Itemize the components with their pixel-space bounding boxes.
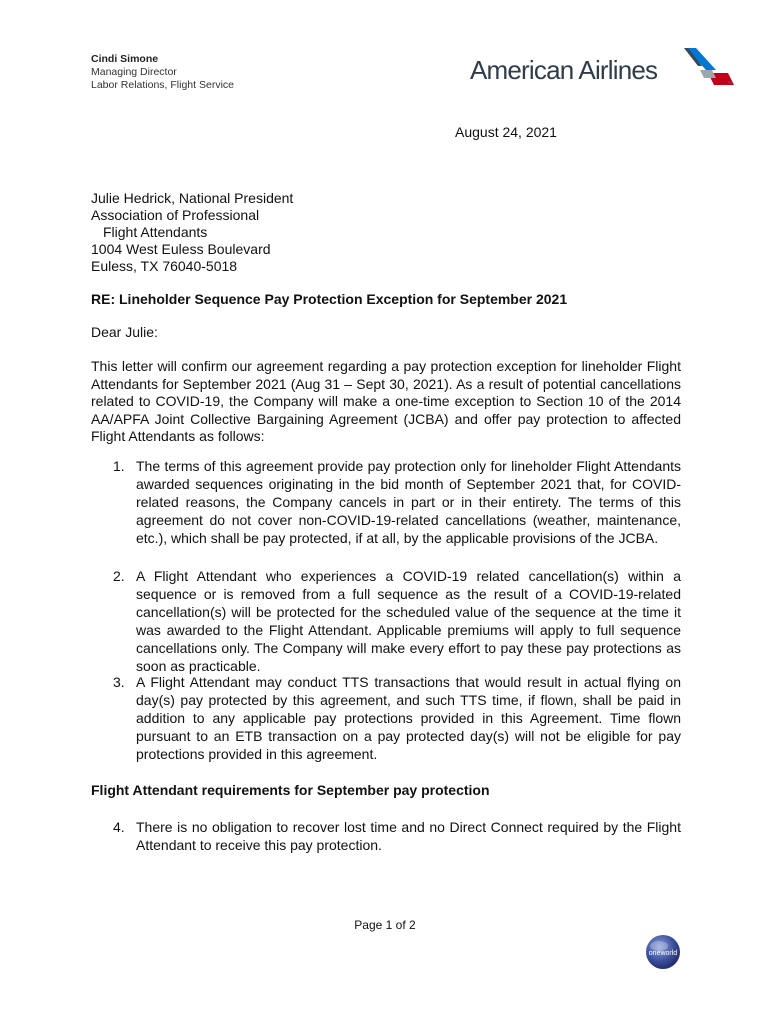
list-item-text: A Flight Attendant who experiences a COVID-19 related cancellation(s) within a sequence or is removed from a full sequence as the result of a COVID-19-related cancellation(s) will be protected for the scheduled value of the sequence at the time it was awarded to the Flight Attendant. Applicable premiums will apply to full sequence cancellations only. The Company will make every effort to pay these pay protections as soon as practicable. — [136, 568, 681, 674]
list-item — [113, 818, 681, 854]
sender-department: Labor Relations, Flight Service — [91, 79, 234, 91]
oneworld-logo — [645, 934, 681, 970]
recipient-street: 1004 West Euless Boulevard — [91, 241, 271, 257]
sender-name: Cindi Simone — [91, 53, 159, 65]
logo-trademark: ™ — [727, 81, 732, 87]
intro-paragraph: This letter will confirm our agreement regarding a pay protection exception for lineholder Flight Attendants for September 2021 (Aug 31 – Sept 30, 2021). As a result of potential cancellations related to COVID-19, the Company will make a one-time exception to Section 10 of the 2014 AA/APFA Joint Collective Bargaining Agreement (JCBA) and offer pay protection to affected Flight Attendants as follows: — [91, 358, 681, 444]
recipient-address — [91, 190, 293, 275]
list-item-number: 3. — [113, 674, 125, 690]
recipient-name: Julie Hedrick, National President — [91, 190, 294, 206]
page-number: Page 1 of 2 — [354, 918, 416, 932]
list-item — [113, 567, 681, 675]
sender-block — [91, 53, 234, 92]
list-item-text: A Flight Attendant may conduct TTS transactions that would result in actual flying on day(s) pay protected by this agreement, and such TTS time, if flown, shall be paid in addition to any applicable pay protections provided in this Agreement. Time flown pursuant to an ETB transaction on a pay protected day(s) will not be eligible for pay protections provided in this agreement. — [136, 674, 681, 762]
list-item — [113, 673, 681, 763]
recipient-organization-cont: Flight Attendants — [103, 224, 208, 240]
subject-line: RE: Lineholder Sequence Pay Protection Exception for September 2021 — [91, 291, 568, 307]
recipient-city: Euless, TX 76040-5018 — [91, 258, 238, 274]
letter-date: August 24, 2021 — [455, 124, 557, 140]
list-item-number: 4. — [113, 819, 125, 835]
logo-wordmark: American Airlines — [470, 55, 658, 85]
list-item — [113, 457, 681, 547]
list-item-text: There is no obligation to recover lost time and no Direct Connect required by the Flight Attendant to receive this pay protection. — [136, 819, 681, 853]
oneworld-logo-text: oneworld — [648, 950, 678, 957]
recipient-organization: Association of Professional — [91, 207, 260, 223]
list-item-text: The terms of this agreement provide pay protection only for lineholder Flight Attendants awarded sequences originating in the bid month of September 2021 that, for COVID-related reasons, the Company cancels in part or in their entirety. The terms of this agreement do not cover non-COVID-19-related cancellations (weather, maintenance, etc.), which shall be pay protected, if at all, by the applicable provisions of the JCBA. — [136, 458, 681, 546]
sender-title: Managing Director — [91, 66, 177, 78]
list-item-number: 1. — [113, 458, 125, 474]
salutation: Dear Julie: — [91, 324, 158, 340]
section-heading: Flight Attendant requirements for September pay protection — [91, 782, 490, 798]
american-airlines-logo — [470, 46, 735, 90]
list-item-number: 2. — [113, 568, 125, 584]
